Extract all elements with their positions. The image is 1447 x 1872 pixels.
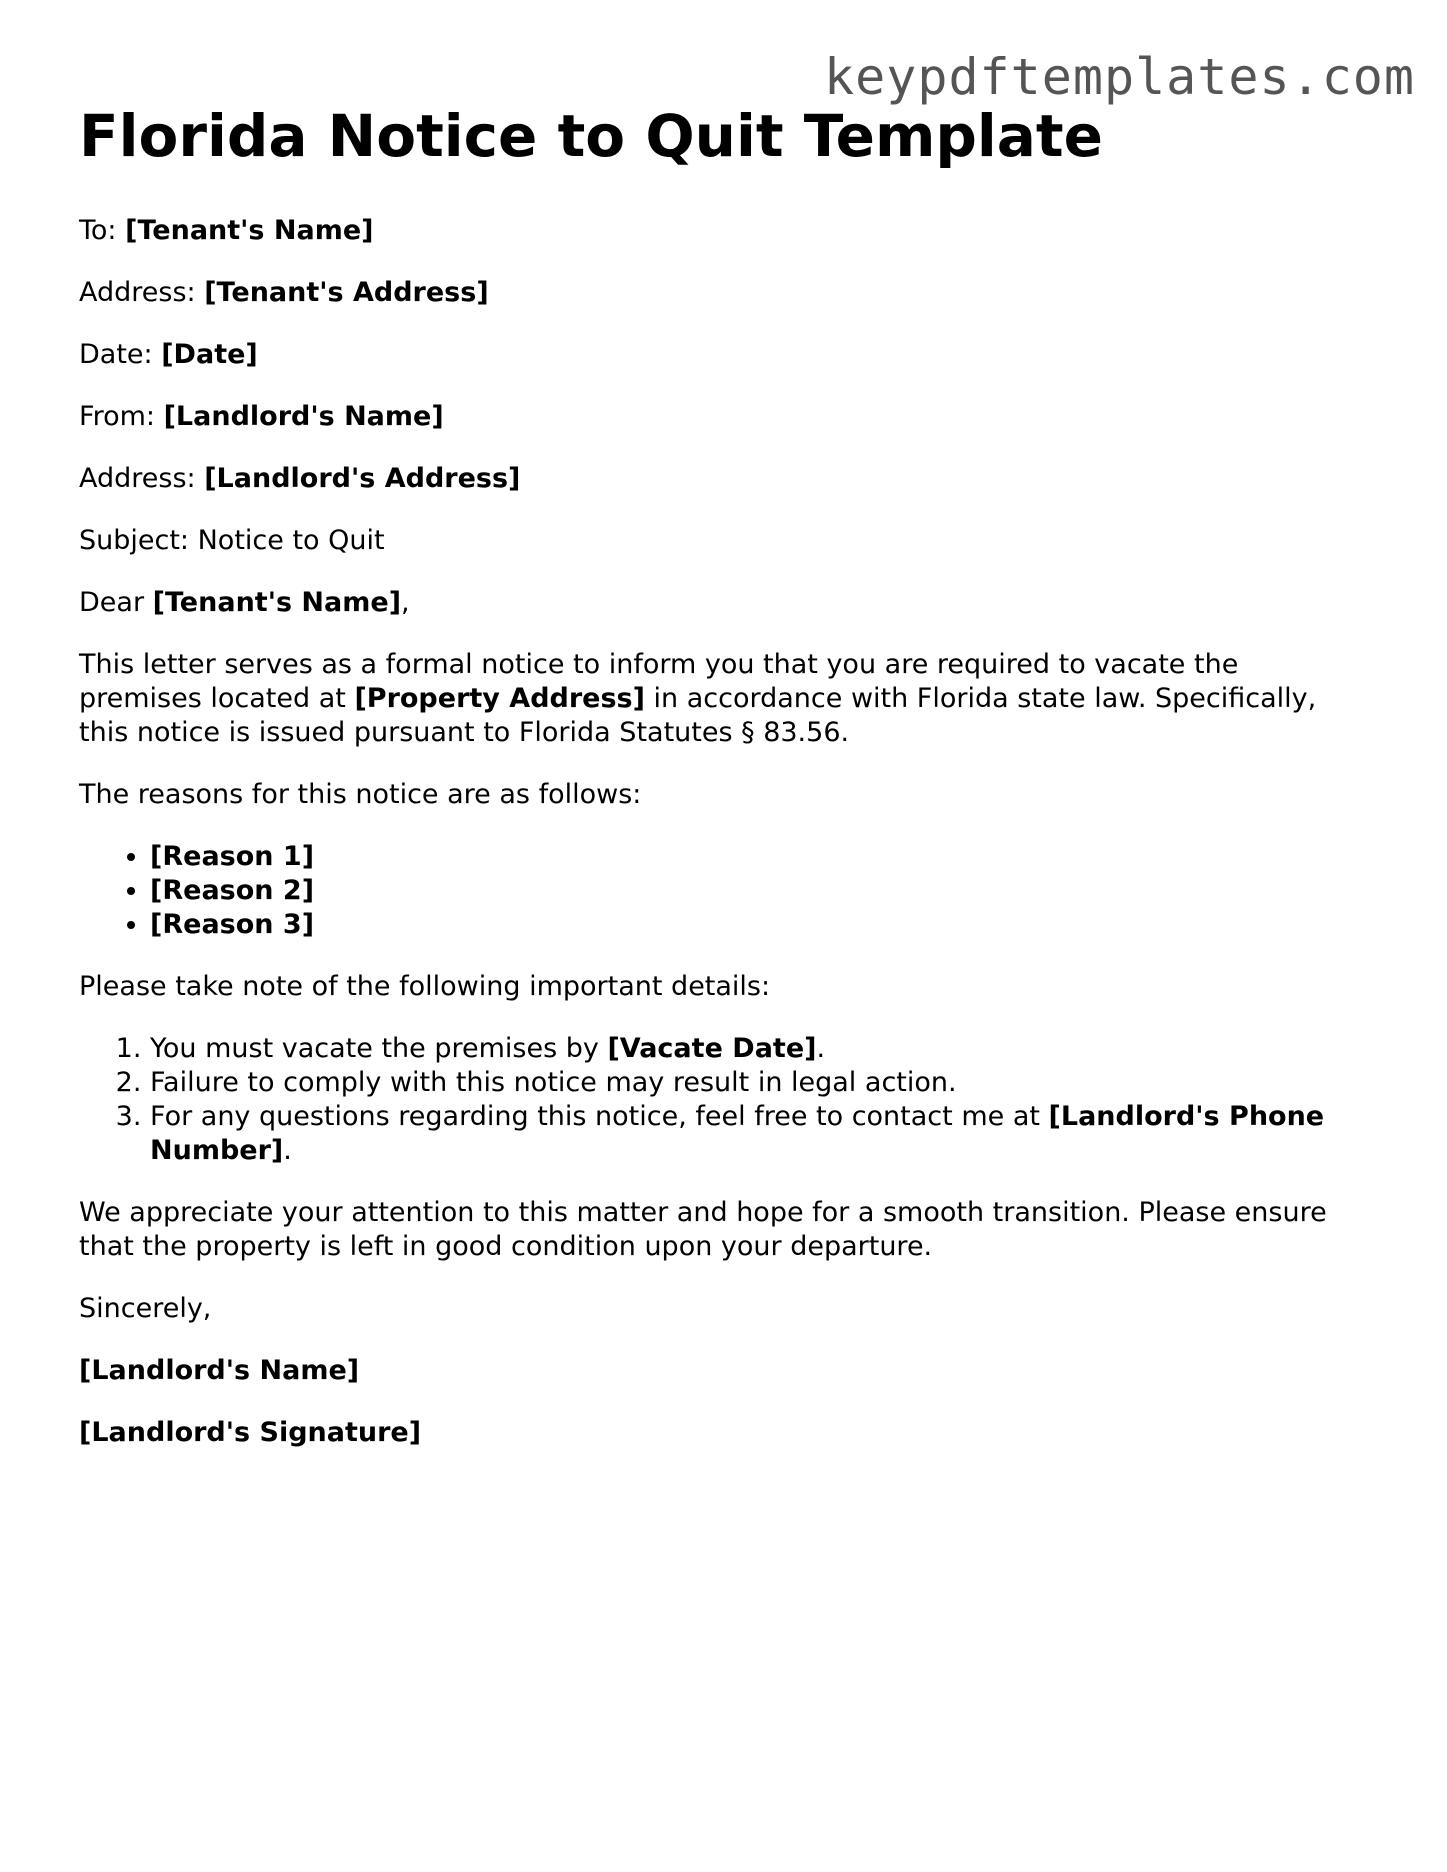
intro-part1: This letter serves as a formal notice to inform you that you are required to vacate the premises located at [79,649,1239,714]
reason-text: [Reason 1] [150,841,315,872]
reason-item [150,840,1339,874]
intro-paragraph [79,648,1339,750]
from-line [79,400,1339,434]
landlord-address-label: Address: [79,463,205,494]
reasons-heading: The reasons for this notice are as follows: [79,779,642,810]
date-line [79,338,1339,372]
detail-text: You must vacate the premises by [150,1033,608,1064]
subject-line: Subject: Notice to Quit [79,525,385,556]
landlord-signature-text: [Landlord's Signature] [79,1417,422,1448]
landlord-name [79,1354,1339,1388]
details-heading: Please take note of the following important details: [79,971,771,1002]
detail-text: For any questions regarding this notice, feel free to contact me at [150,1101,1049,1132]
tenant-address-line [79,276,1339,310]
from-label: From: [79,401,164,432]
tenant-address-value: [Tenant's Address] [204,277,489,308]
detail-item-legal [150,1066,1339,1100]
reason-text: [Reason 3] [150,909,315,940]
detail-end: . [283,1135,292,1166]
document-body [79,96,1339,1478]
intro-part2: in accordance with Florida state law. Specifically, this notice is issued pursuant to Florida Statutes § 83.56. [79,683,1317,748]
tenant-address-label: Address: [79,277,205,308]
landlord-signature [79,1416,1339,1450]
signoff: Sincerely, [79,1293,212,1324]
reason-item [150,908,1339,942]
salutation-name: [Tenant's Name] [152,587,402,618]
salutation [79,586,1339,620]
details-list [79,1032,1339,1168]
salutation-suffix: , [401,587,410,618]
detail-item-vacate [150,1032,1339,1066]
date-value: [Date] [161,339,258,370]
reason-text: [Reason 2] [150,875,315,906]
detail-text: Failure to comply with this notice may result in legal action. [150,1067,957,1098]
to-line [79,214,1339,248]
reason-item [150,874,1339,908]
to-label: To: [79,215,126,246]
to-value: [Tenant's Name] [125,215,374,246]
detail-end: . [816,1033,826,1064]
from-value: [Landlord's Name] [163,401,444,432]
reasons-list [79,840,1339,942]
landlord-name-text: [Landlord's Name] [79,1355,360,1386]
detail-item-contact [150,1100,1339,1168]
landlord-address-line [79,462,1339,496]
closing-paragraph: We appreciate your attention to this matter and hope for a smooth transition. Please ensure that the property is left in good condition upon your departure. [79,1197,1327,1262]
date-label: Date: [79,339,162,370]
property-address: [Property Address] [354,683,645,714]
vacate-date: [Vacate Date] [607,1033,817,1064]
salutation-prefix: Dear [79,587,153,618]
landlord-address-value: [Landlord's Address] [204,463,521,494]
watermark: keypdftemplates.com [824,48,1415,106]
landlord-phone: [Landlord's Phone Number] [150,1101,1325,1166]
page-title: Florida Notice to Quit Template [79,102,1103,170]
